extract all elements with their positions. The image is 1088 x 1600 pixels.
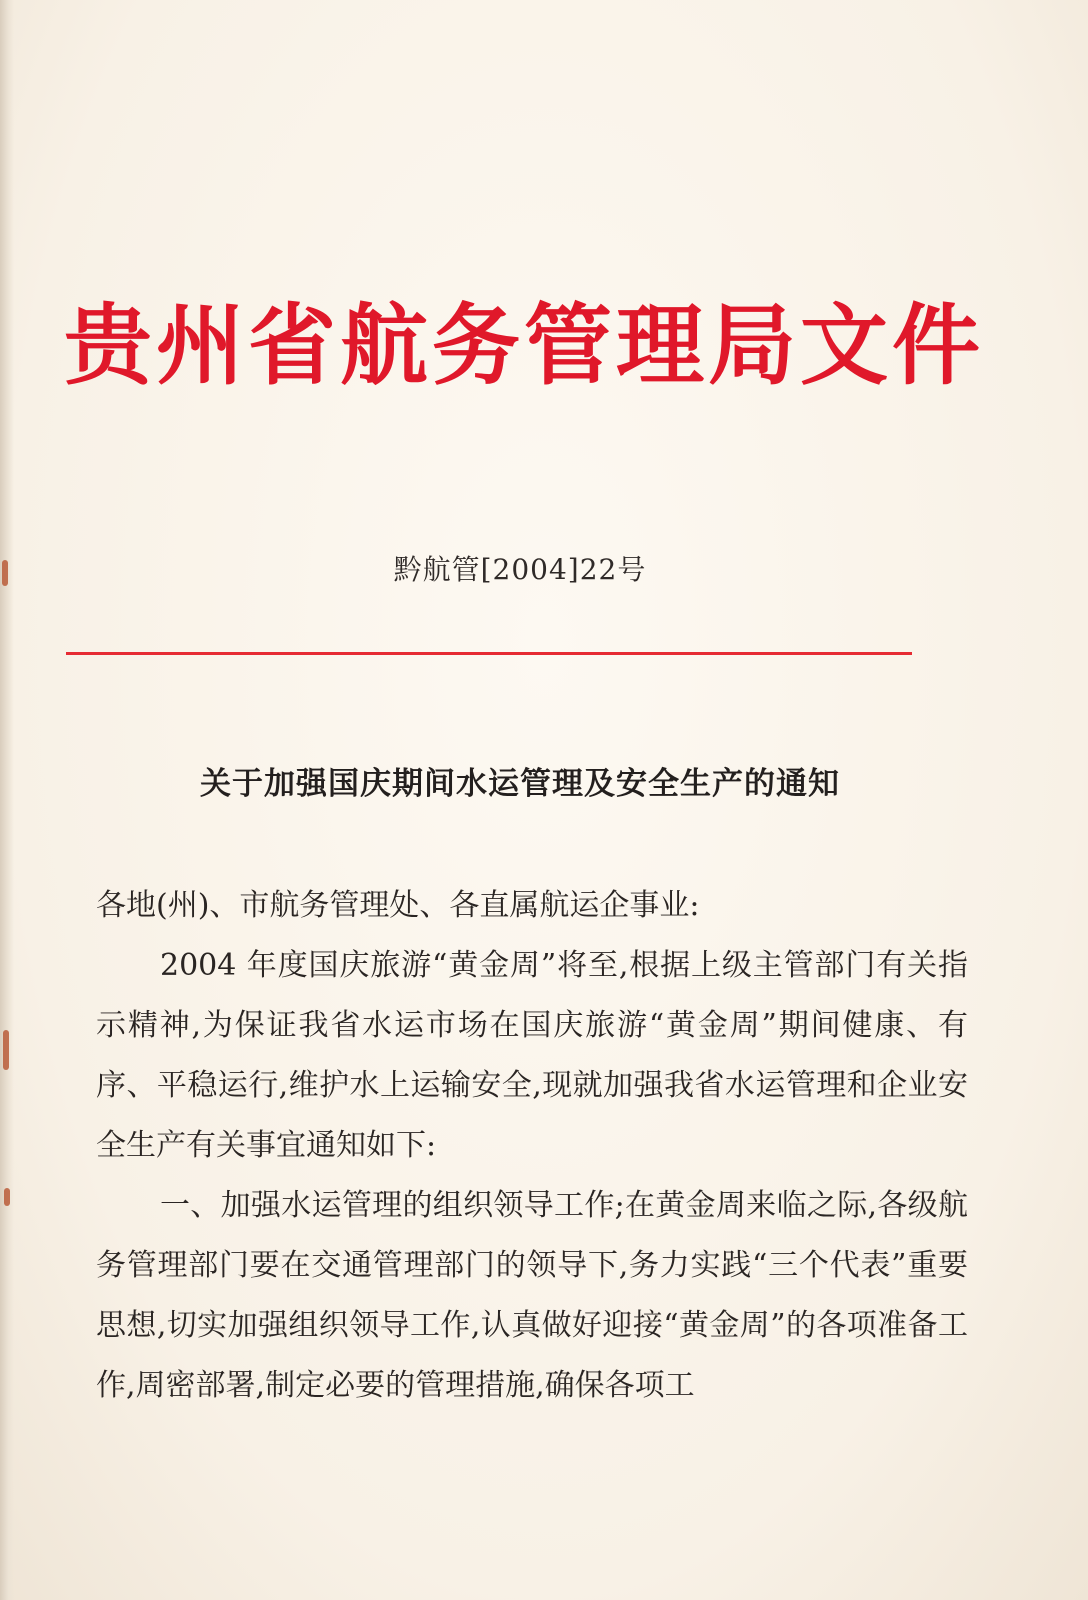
document-number: 黔航管[2004]22号 [393, 553, 647, 586]
issuing-authority-header: 贵州省航务管理局文件 [64, 293, 985, 397]
edge-stain [3, 1030, 9, 1070]
red-separator-line [66, 652, 912, 655]
notice-title: 关于加强国庆期间水运管理及安全生产的通知 [200, 766, 840, 802]
notice-body [96, 876, 968, 1416]
body-paragraph: 2004 年度国庆旅游“黄金周”将至,根据上级主管部门有关指示精神,为保证我省水运市场在国庆旅游“黄金周”期间健康、有序、平稳运行,维护水上运输安全,现就加强我省水运管理和企业安全生产有关事宜通知如下: [96, 948, 968, 1163]
edge-stain [4, 1188, 10, 1206]
salutation: 各地(州)、市航务管理处、各直属航运企事业: [96, 888, 700, 923]
body-paragraph: 一、加强水运管理的组织领导工作;在黄金周来临之际,各级航务管理部门要在交通管理部门的领导下,务力实践“三个代表”重要思想,切实加强组织领导工作,认真做好迎接“黄金周”的各项准备工作,周密部署,制定必要的管理措施,确保各项工 [96, 1188, 968, 1403]
